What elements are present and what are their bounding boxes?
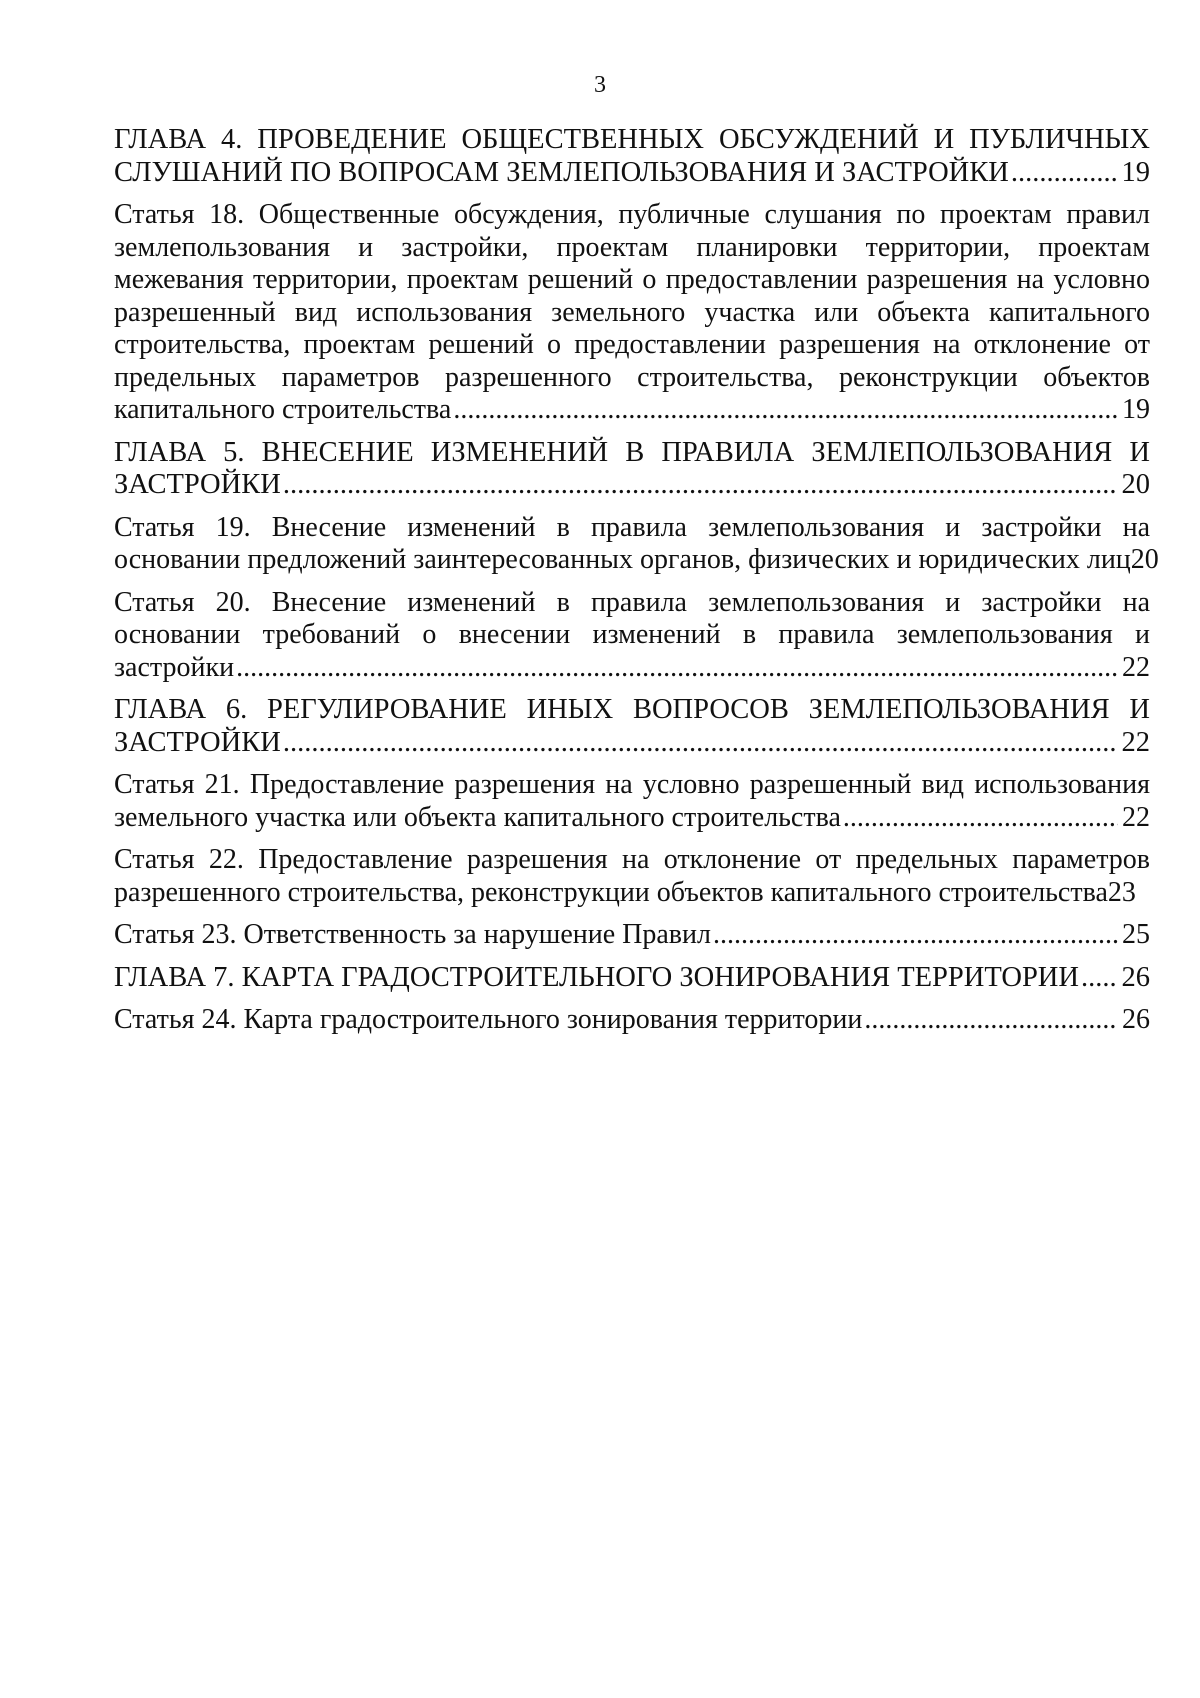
toc-entry-line: Статья 20. Внесение изменений в правила землепользования и застройки на [114, 586, 1150, 618]
toc-page-number: 19 [1122, 394, 1150, 425]
toc-entry-line: ГЛАВА 5. ВНЕСЕНИЕ ИЗМЕНЕНИЙ В ПРАВИЛА ЗЕМЛЕПОЛЬЗОВАНИЯ И [114, 436, 1150, 468]
toc-page-number: 26 [1122, 1004, 1150, 1035]
toc-entry-chapter[interactable] [114, 124, 1150, 189]
toc-page-number: 19 [1121, 156, 1150, 188]
toc-entry-title-end: ЗАСТРОЙКИ [114, 726, 281, 758]
toc-entry-title-end: капитального строительства [114, 394, 452, 425]
toc-entry-line: строительства, проектам решений о предоставлении разрешения на отклонение от [114, 329, 1150, 360]
toc-entry-last-line [114, 469, 1150, 502]
dot-leader [236, 652, 1118, 685]
page-number: 3 [594, 72, 606, 98]
toc-entry-title-end: земельного участка или объекта капитального строительства [114, 801, 841, 833]
toc-page-number: 22 [1122, 651, 1150, 683]
toc-entry-line: межевания территории, проектам решений о предоставлении разрешения на условно [114, 264, 1150, 295]
toc-entry-chapter[interactable] [114, 962, 1150, 995]
toc-entry-title-end: Статья 24. Карта градостроительного зонирования территории [114, 1004, 863, 1035]
toc-page-number: 20 [1130, 544, 1159, 575]
toc-entry-last-line [114, 802, 1150, 835]
toc-page-number: 22 [1122, 801, 1150, 833]
table-of-contents [114, 124, 1159, 1037]
toc-entry-line: землепользования и застройки, проектам планировки территории, проектам [114, 231, 1150, 263]
dot-leader [1081, 962, 1118, 995]
toc-entry-line: Статья 18. Общественные обсуждения, публичные слушания по проектам правил [114, 199, 1150, 230]
toc-entry-title-end: застройки [114, 651, 235, 683]
toc-page-number: 25 [1122, 919, 1150, 950]
toc-entry-title-end: Статья 23. Ответственность за нарушение Правил [114, 919, 711, 950]
dot-leader [713, 919, 1118, 952]
toc-entry-last-line [114, 394, 1150, 427]
toc-entry-last-line [114, 1004, 1150, 1037]
toc-entry-line: ГЛАВА 6. РЕГУЛИРОВАНИЕ ИНЫХ ВОПРОСОВ ЗЕМЛЕПОЛЬЗОВАНИЯ И [114, 694, 1150, 725]
toc-entry-last-line [114, 652, 1150, 685]
toc-entry-article[interactable] [114, 844, 1150, 909]
toc-entry-line: разрешенный вид использования земельного участка или объекта капитального [114, 296, 1150, 328]
toc-entry-last-line [114, 962, 1150, 995]
toc-entry-article[interactable] [114, 769, 1150, 834]
toc-entry-title-end: основании предложений заинтересованных органов, физических и юридических лиц [114, 544, 1131, 575]
toc-entry-title-end: разрешенного строительства, реконструкции объектов капитального строительства [114, 876, 1108, 908]
toc-entry-article[interactable] [114, 919, 1150, 952]
toc-entry-chapter[interactable] [114, 694, 1150, 759]
toc-entry-title-end: СЛУШАНИЙ ПО ВОПРОСАМ ЗЕМЛЕПОЛЬЗОВАНИЯ И ЗАСТРОЙКИ [114, 156, 1009, 188]
toc-entry-last-line [114, 727, 1150, 760]
toc-entry-last-line [114, 877, 1150, 910]
toc-entry-title-end: ГЛАВА 7. КАРТА ГРАДОСТРОИТЕЛЬНОГО ЗОНИРОВАНИЯ ТЕРРИТОРИИ [114, 961, 1079, 993]
dot-leader [453, 394, 1118, 427]
toc-entry-line: основании требований о внесении изменений в правила землепользования и [114, 619, 1150, 650]
toc-entry-line: Статья 21. Предоставление разрешения на условно разрешенный вид использования [114, 769, 1150, 800]
dot-leader [843, 802, 1118, 835]
toc-entry-last-line [114, 919, 1150, 952]
toc-entry-article[interactable] [114, 587, 1150, 685]
toc-page-number: 26 [1121, 961, 1150, 993]
toc-entry-article[interactable] [114, 199, 1150, 427]
toc-entry-article[interactable] [114, 511, 1159, 577]
toc-entry-last-line [114, 157, 1150, 190]
toc-page-number: 20 [1121, 469, 1150, 500]
dot-leader [864, 1004, 1118, 1037]
toc-page-number: 22 [1121, 726, 1150, 758]
toc-entry-line: Статья 19. Внесение изменений в правила землепользования и застройки на [114, 511, 1150, 543]
toc-entry-article[interactable] [114, 1004, 1150, 1037]
toc-entry-line: ГЛАВА 4. ПРОВЕДЕНИЕ ОБЩЕСТВЕННЫХ ОБСУЖДЕНИЙ И ПУБЛИЧНЫХ [114, 124, 1150, 155]
toc-entry-last-line [114, 544, 1159, 577]
toc-entry-line: предельных параметров разрешенного строительства, реконструкции объектов [114, 361, 1150, 393]
dot-leader [283, 469, 1118, 502]
toc-entry-title-end: ЗАСТРОЙКИ [114, 469, 281, 500]
dot-leader [283, 727, 1118, 760]
toc-entry-chapter[interactable] [114, 437, 1150, 502]
dot-leader [1011, 157, 1118, 190]
toc-entry-line: Статья 22. Предоставление разрешения на отклонение от предельных параметров [114, 844, 1150, 875]
toc-page-number: 23 [1107, 876, 1136, 908]
